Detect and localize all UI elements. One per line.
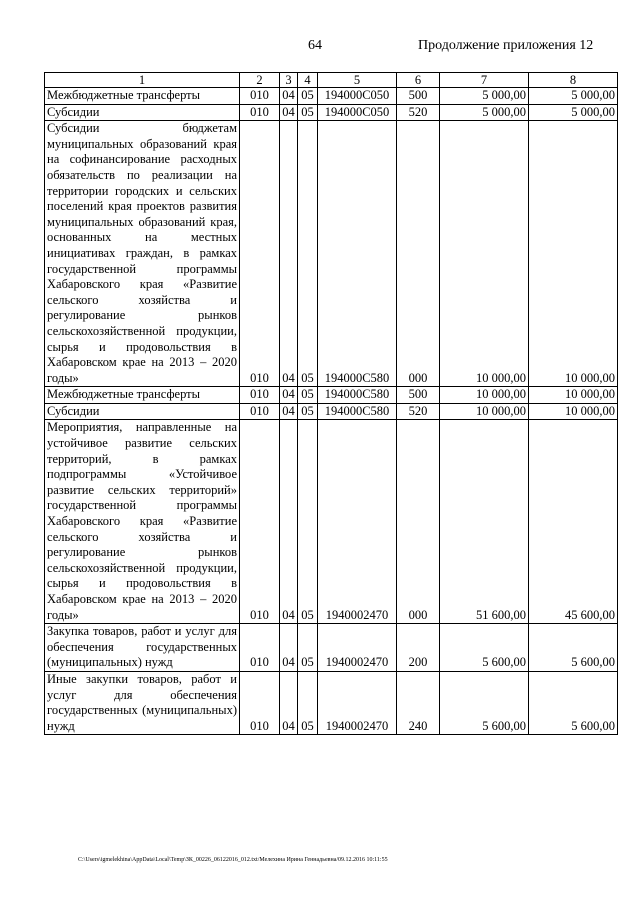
row-code-4: 05	[298, 88, 318, 105]
row-code-5: 1940002470	[318, 624, 397, 672]
row-amount-8: 45 600,00	[529, 420, 618, 624]
row-code-5: 194000С050	[318, 104, 397, 121]
row-code-6: 520	[397, 104, 440, 121]
row-code-5: 1940002470	[318, 420, 397, 624]
row-code-3: 04	[280, 403, 298, 420]
table-row	[45, 104, 618, 121]
column-header: 8	[529, 73, 618, 88]
row-name: Субсидии	[45, 104, 240, 121]
table-row	[45, 88, 618, 105]
column-header: 6	[397, 73, 440, 88]
row-amount-7: 5 000,00	[440, 104, 529, 121]
row-code-4: 05	[298, 104, 318, 121]
row-amount-7: 5 600,00	[440, 671, 529, 734]
row-code-6: 000	[397, 121, 440, 387]
row-code-6: 000	[397, 420, 440, 624]
row-code-5: 194000С580	[318, 403, 397, 420]
document-footer-path: C:\Users\igmelekhina\AppData\Local\Temp\ЗК_00226_06122016_012.txt/Мелехина Ирина Геннадьевна/09.12.2016 10:11:55	[78, 857, 388, 863]
row-code-2: 010	[240, 624, 280, 672]
row-name: Закупка товаров, работ и услуг для обеспечения государственных (муниципальных) нужд	[45, 624, 240, 672]
row-code-3: 04	[280, 420, 298, 624]
row-name: Субсидии бюджетам муниципальных образований края на софинансирование расходных обязательств по реализации на территории городских и сельских поселений края проектов развития муниципальных образований края, основанных на местных инициативах граждан, в рамках государственной программы Хабаровского края «Развитие сельского хозяйства и регулирование рынков сельскохозяйственной продукции, сырья и продовольствия в Хабаровском крае на 2013 – 2020 годы»	[45, 121, 240, 387]
table-row	[45, 403, 618, 420]
row-code-4: 05	[298, 121, 318, 387]
row-amount-8: 5 000,00	[529, 104, 618, 121]
row-code-5: 194000С050	[318, 88, 397, 105]
column-header: 3	[280, 73, 298, 88]
row-amount-8: 5 600,00	[529, 671, 618, 734]
column-header: 5	[318, 73, 397, 88]
row-amount-8: 5 000,00	[529, 88, 618, 105]
row-code-4: 05	[298, 387, 318, 404]
column-header: 4	[298, 73, 318, 88]
row-code-2: 010	[240, 420, 280, 624]
row-amount-8: 10 000,00	[529, 121, 618, 387]
row-code-6: 200	[397, 624, 440, 672]
row-code-5: 194000С580	[318, 387, 397, 404]
row-code-4: 05	[298, 624, 318, 672]
row-code-2: 010	[240, 671, 280, 734]
row-name: Межбюджетные трансферты	[45, 88, 240, 105]
appendix-continuation-label: Продолжение приложения 12	[418, 38, 594, 53]
row-name: Межбюджетные трансферты	[45, 387, 240, 404]
column-header: 7	[440, 73, 529, 88]
row-amount-7: 5 000,00	[440, 88, 529, 105]
row-amount-8: 5 600,00	[529, 624, 618, 672]
table-row	[45, 121, 618, 387]
row-code-6: 520	[397, 403, 440, 420]
row-code-3: 04	[280, 671, 298, 734]
row-name: Мероприятия, направленные на устойчивое развитие сельских территорий, в рамках подпрограммы «Устойчивое развитие сельских территорий» государственной программы Хабаровского края «Развитие сельского хозяйства и регулирование рынков сельскохозяйственной продукции, сырья и продовольствия в Хабаровском крае на 2013 – 2020 годы»	[45, 420, 240, 624]
row-code-3: 04	[280, 121, 298, 387]
row-code-3: 04	[280, 624, 298, 672]
column-header: 2	[240, 73, 280, 88]
row-amount-7: 5 600,00	[440, 624, 529, 672]
row-code-2: 010	[240, 403, 280, 420]
row-code-3: 04	[280, 387, 298, 404]
table-row	[45, 420, 618, 624]
row-code-5: 194000С580	[318, 121, 397, 387]
row-name: Субсидии	[45, 403, 240, 420]
row-name: Иные закупки товаров, работ и услуг для обеспечения государственных (муниципальных) нужд	[45, 671, 240, 734]
row-amount-7: 51 600,00	[440, 420, 529, 624]
row-amount-8: 10 000,00	[529, 403, 618, 420]
table-header-row	[45, 73, 618, 88]
row-code-2: 010	[240, 387, 280, 404]
row-code-6: 500	[397, 88, 440, 105]
row-code-3: 04	[280, 104, 298, 121]
row-code-5: 1940002470	[318, 671, 397, 734]
row-code-4: 05	[298, 420, 318, 624]
row-amount-7: 10 000,00	[440, 387, 529, 404]
table-row	[45, 671, 618, 734]
row-amount-7: 10 000,00	[440, 121, 529, 387]
row-code-2: 010	[240, 121, 280, 387]
budget-table	[44, 72, 618, 735]
row-code-2: 010	[240, 104, 280, 121]
table-row	[45, 387, 618, 404]
column-header: 1	[45, 73, 240, 88]
row-code-6: 500	[397, 387, 440, 404]
row-code-4: 05	[298, 403, 318, 420]
row-amount-7: 10 000,00	[440, 403, 529, 420]
row-code-4: 05	[298, 671, 318, 734]
page-number: 64	[308, 38, 322, 53]
table-row	[45, 624, 618, 672]
row-code-6: 240	[397, 671, 440, 734]
row-code-2: 010	[240, 88, 280, 105]
row-code-3: 04	[280, 88, 298, 105]
row-amount-8: 10 000,00	[529, 387, 618, 404]
